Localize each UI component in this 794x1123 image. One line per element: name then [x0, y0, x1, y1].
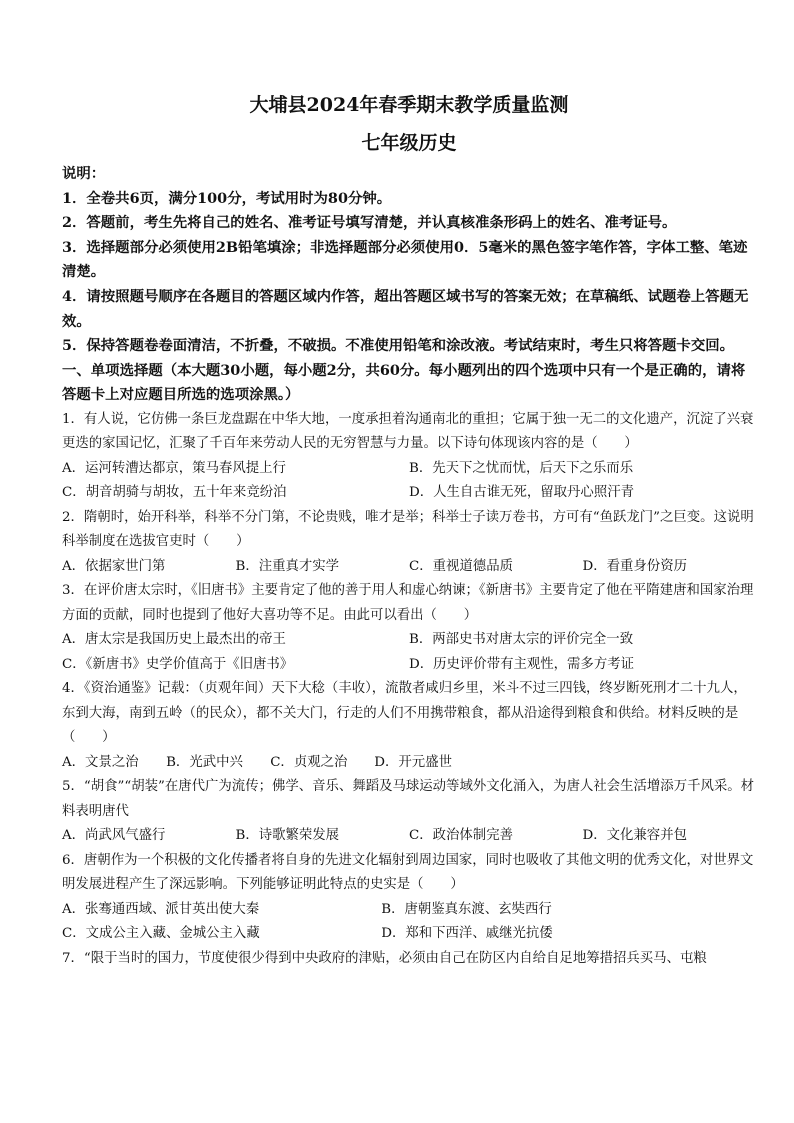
option-a: A．文景之治: [62, 754, 139, 770]
question-stem: 3．在评价唐太宗时，《旧唐书》主要肯定了他的善于用人和虚心纳谏；《新唐书》主要肯定了他在平隋建唐和国家治理方面的贡献，同时也提到了他好大喜功等不足。由此可以看出（ ）: [62, 583, 754, 623]
question-options: [62, 555, 756, 580]
question-stem: 1．有人说，它仿佛一条巨龙盘踞在中华大地，一度承担着沟通南北的重担；它属于独一无二的文化遗产，沉淀了兴衰更迭的家国记忆，汇聚了千百年来劳动人民的无穷智慧与力量。以下诗句体现该内容的是（ ）: [62, 411, 754, 452]
question-stem: 7．“限于当时的国力，节度使很少得到中央政府的津贴，必须由自己在防区内自给自足地筹措招兵买马、屯粮: [62, 950, 707, 966]
option-a: A．尚武风气盛行: [62, 828, 166, 844]
question-options: [62, 922, 756, 947]
option-c: C．重视道德品质: [409, 558, 513, 574]
instructions-heading: 说明：: [62, 165, 106, 182]
question-stem: 6．唐朝作为一个积极的文化传播者将自身的先进文化辐射到周边国家，同时也吸收了其他文明的优秀文化，对世界文明发展进程产生了深远影响。下列能够证明此特点的史实是（ ）: [62, 852, 754, 893]
instruction-item: 5．保持答题卷卷面清洁，不折叠，不破损。不准使用铅笔和涂改液。考试结束时，考生只将答题卡交回。: [62, 337, 734, 355]
option-c: C．胡音胡骑与胡妆，五十年来竞纷泊: [62, 485, 287, 501]
option-c: C．政治体制完善: [409, 828, 513, 844]
question-options: [62, 653, 756, 678]
option-a: A．张骞通西域、派甘英出使大秦: [62, 901, 260, 917]
question-options: [62, 751, 756, 776]
question-list: [62, 408, 756, 972]
option-d: D．人生自古谁无死，留取丹心照汗青: [409, 485, 634, 501]
option-b: B．先天下之忧而忧，后天下之乐而乐: [409, 460, 634, 476]
instructions-block: [62, 162, 756, 408]
question-options: [62, 898, 756, 923]
page-title: 大埔县2024年春季期末教学质量监测: [249, 94, 569, 116]
section-heading: 一、单项选择题（本大题30小题，每小题2分，共60分。每小题列出的四个选项中只有一个是正确的，请将答题卡上对应题目所选的选项涂黑。）: [62, 361, 746, 404]
instruction-item: 4．请按照题号顺序在各题目的答题区域内作答，超出答题区域书写的答案无效；在草稿纸、试题卷上答题无效。: [62, 287, 749, 330]
option-d: D．郑和下西洋、戚继光抗倭: [381, 926, 553, 942]
option-b: B．光武中兴: [166, 754, 243, 770]
instruction-item: 3．选择题部分必须使用2B铅笔填涂；非选择题部分必须使用0．5毫米的黑色签字笔作答，字体工整、笔迹清楚。: [62, 238, 748, 281]
question-stem: 5．“胡食”“胡装”在唐代广为流传；佛学、音乐、舞蹈及马球运动等域外文化涌入，为唐人社会生活增添万千风采。材料表明唐代: [62, 779, 755, 819]
instruction-item: 2．答题前，考生先将自己的姓名、准考证号填写清楚，并认真核准条形码上的姓名、准考证号。: [62, 214, 677, 232]
option-a: A．依据家世门第: [62, 558, 166, 574]
option-c: C．文成公主入藏、金城公主入藏: [62, 926, 260, 942]
option-d: D．开元盛世: [374, 754, 452, 770]
question-stem: 4．《资治通鉴》记载：（贞观年间）天下大稔（丰收），流散者咸归乡里，米斗不过三四钱，终岁断死刑才二十九人，东到大海，南到五岭（的民众），都不关大门，行走的人们不用携带粮食，都从沿途得到粮食和供给。材料反映的是（ ）: [62, 681, 747, 746]
option-d: D．历史评价带有主观性，需多方考证: [409, 656, 634, 672]
option-b: B．两部史书对唐太宗的评价完全一致: [409, 632, 634, 648]
option-a: A．运河转漕达都京，策马春风提上行: [62, 460, 286, 476]
question-options: [62, 628, 756, 653]
option-b: B．唐朝鉴真东渡、玄奘西行: [381, 901, 552, 917]
option-b: B．注重真才实学: [235, 558, 340, 574]
question-options: [62, 824, 756, 849]
option-a: A．唐太宗是我国历史上最杰出的帝王: [62, 632, 286, 648]
question-options: [62, 481, 756, 506]
option-c: C．贞观之治: [270, 754, 348, 770]
option-c: C．《新唐书》史学价值高于《旧唐书》: [62, 656, 294, 672]
instruction-item: 1．全卷共6页，满分100分，考试用时为80分钟。: [62, 189, 392, 207]
page-subtitle: 七年级历史: [361, 132, 457, 154]
option-b: B．诗歌繁荣发展: [235, 828, 340, 844]
question-stem: 2．隋朝时，始开科举，科举不分门第，不论贵贱，唯才是举；科举士子读万卷书，方可有“鱼跃龙门”之巨变。这说明科举制度在选拔官吏时（ ）: [62, 509, 754, 550]
option-d: D．文化兼容并包: [582, 828, 687, 844]
question-options: [62, 457, 756, 482]
option-d: D．看重身份资历: [582, 558, 687, 574]
